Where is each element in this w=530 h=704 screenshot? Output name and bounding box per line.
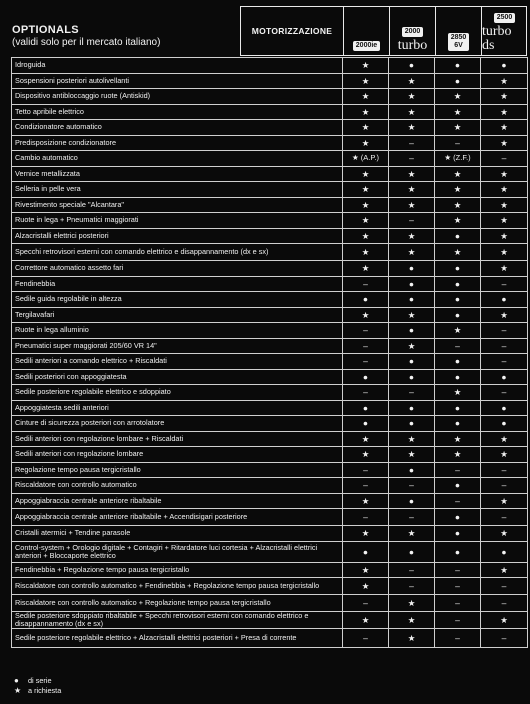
option-label: Ruote in lega alluminio bbox=[12, 323, 343, 339]
table-row bbox=[12, 526, 528, 542]
availability-cell: – bbox=[435, 595, 481, 612]
option-label: Vernice metallizzata bbox=[12, 166, 343, 182]
availability-cell: ★ bbox=[389, 629, 435, 648]
option-label: Sedile posteriore regolabile elettrico + Alzacristalli elettrici posteriori + Presa di corrente bbox=[12, 629, 343, 648]
availability-cell: ★ bbox=[481, 244, 528, 261]
availability-cell: – bbox=[435, 629, 481, 648]
availability-cell: ● bbox=[435, 307, 481, 323]
availability-cell: – bbox=[481, 595, 528, 612]
option-label: Appoggiabraccia centrale anteriore ribaltabile bbox=[12, 493, 343, 509]
availability-cell: ● bbox=[481, 58, 528, 74]
availability-cell: ★ bbox=[481, 182, 528, 198]
option-label: Condizionatore automatico bbox=[12, 120, 343, 136]
availability-cell: – bbox=[435, 338, 481, 354]
availability-cell: ● bbox=[389, 416, 435, 432]
option-label: Riscaldatore con controllo automatico + Regolazione tempo pausa tergicristallo bbox=[12, 595, 343, 612]
legend-text: a richiesta bbox=[28, 686, 62, 695]
availability-cell: ● bbox=[435, 292, 481, 308]
option-label: Specchi retrovisori esterni con comando elettrico e disappannamento (dx e sx) bbox=[12, 244, 343, 261]
option-label: Riscaldatore con controllo automatico + Fendinebbia + Regolazione tempo pausa tergicristallo bbox=[12, 578, 343, 595]
availability-cell: ★ bbox=[481, 431, 528, 447]
table-row bbox=[12, 562, 528, 578]
option-label: Sedile posteriore sdoppiato ribaltabile + Specchi retrovisori esterni con comando elettrico e disappannamento (dx e sx) bbox=[12, 612, 343, 629]
availability-cell: – bbox=[435, 135, 481, 151]
option-label: Cinture di sicurezza posteriori con arrotolatore bbox=[12, 416, 343, 432]
table-row bbox=[12, 261, 528, 277]
table-row bbox=[12, 416, 528, 432]
availability-cell: – bbox=[343, 354, 389, 370]
engine-badge: 2000ie bbox=[353, 41, 380, 51]
option-label: Sedile posteriore regolabile elettrico e sdoppiato bbox=[12, 385, 343, 401]
availability-cell: – bbox=[481, 151, 528, 167]
availability-cell: – bbox=[389, 213, 435, 229]
availability-cell: ★ bbox=[343, 135, 389, 151]
availability-cell: – bbox=[389, 562, 435, 578]
availability-cell: ★ bbox=[343, 447, 389, 463]
availability-cell: – bbox=[389, 509, 435, 526]
availability-cell: ★ bbox=[481, 197, 528, 213]
table-row bbox=[12, 73, 528, 89]
engine-sub: turbo ds bbox=[482, 24, 512, 53]
availability-cell: ● bbox=[343, 292, 389, 308]
availability-cell: – bbox=[481, 478, 528, 494]
availability-cell: ● bbox=[435, 228, 481, 244]
availability-cell: ★ (A.P.) bbox=[343, 151, 389, 167]
engine-sub: turbo bbox=[397, 38, 428, 53]
availability-cell: ★ bbox=[481, 213, 528, 229]
availability-cell: ★ bbox=[435, 431, 481, 447]
engine-col-2000-turbo bbox=[389, 7, 435, 55]
engine-badge: 2500 bbox=[494, 13, 516, 23]
availability-cell: ★ bbox=[435, 104, 481, 120]
availability-cell: ★ bbox=[343, 182, 389, 198]
availability-cell: ★ bbox=[389, 120, 435, 136]
availability-cell: – bbox=[343, 385, 389, 401]
availability-cell: ★ bbox=[389, 447, 435, 463]
table-row bbox=[12, 292, 528, 308]
availability-cell: ★ bbox=[435, 89, 481, 105]
availability-cell: ★ bbox=[343, 261, 389, 277]
table-row bbox=[12, 197, 528, 213]
option-label: Appoggiabraccia centrale anteriore ribaltabile + Accendisigari posteriore bbox=[12, 509, 343, 526]
table-row bbox=[12, 151, 528, 167]
availability-cell: ● bbox=[435, 509, 481, 526]
availability-cell: ★ bbox=[343, 120, 389, 136]
table-row bbox=[12, 244, 528, 261]
table-row bbox=[12, 369, 528, 385]
availability-cell: ★ bbox=[389, 244, 435, 261]
availability-cell: ● bbox=[481, 369, 528, 385]
availability-cell: ★ bbox=[343, 73, 389, 89]
availability-cell: ● bbox=[389, 276, 435, 292]
options-table bbox=[11, 57, 528, 648]
availability-cell: – bbox=[481, 338, 528, 354]
engine-header bbox=[240, 6, 527, 56]
availability-cell: ★ bbox=[389, 431, 435, 447]
availability-cell: ★ bbox=[343, 431, 389, 447]
option-label: Selleria in pelle vera bbox=[12, 182, 343, 198]
table-row bbox=[12, 431, 528, 447]
availability-cell: – bbox=[481, 578, 528, 595]
availability-cell: ★ bbox=[481, 73, 528, 89]
availability-cell: ★ bbox=[435, 213, 481, 229]
availability-cell: – bbox=[343, 323, 389, 339]
availability-cell: ● bbox=[435, 261, 481, 277]
availability-cell: ★ bbox=[435, 120, 481, 136]
availability-cell: ★ bbox=[343, 307, 389, 323]
legend-item bbox=[14, 676, 61, 686]
table-row bbox=[12, 166, 528, 182]
availability-cell: ● bbox=[435, 369, 481, 385]
availability-cell: ★ bbox=[481, 493, 528, 509]
availability-cell: ★ bbox=[481, 104, 528, 120]
availability-cell: – bbox=[481, 354, 528, 370]
availability-cell: ★ bbox=[389, 104, 435, 120]
availability-cell: ● bbox=[481, 541, 528, 562]
availability-cell: ★ bbox=[343, 526, 389, 542]
page-title: OPTIONALS bbox=[12, 24, 79, 36]
availability-cell: ★ bbox=[481, 120, 528, 136]
availability-cell: ★ bbox=[481, 166, 528, 182]
option-label: Regolazione tempo pausa tergicristallo bbox=[12, 462, 343, 478]
table-row bbox=[12, 400, 528, 416]
table-row bbox=[12, 104, 528, 120]
table-row bbox=[12, 354, 528, 370]
availability-cell: ● bbox=[389, 493, 435, 509]
availability-cell: ★ bbox=[389, 197, 435, 213]
option-label: Fendinebbia bbox=[12, 276, 343, 292]
availability-cell: ★ bbox=[481, 307, 528, 323]
legend bbox=[14, 676, 61, 696]
availability-cell: ● bbox=[435, 58, 481, 74]
table-row bbox=[12, 228, 528, 244]
availability-cell: ★ bbox=[389, 228, 435, 244]
table-row bbox=[12, 323, 528, 339]
availability-cell: ★ bbox=[343, 578, 389, 595]
availability-cell: – bbox=[389, 478, 435, 494]
table-row bbox=[12, 58, 528, 74]
table-row bbox=[12, 338, 528, 354]
availability-cell: ★ bbox=[481, 447, 528, 463]
availability-cell: ★ bbox=[435, 166, 481, 182]
availability-cell: ★ bbox=[389, 182, 435, 198]
option-label: Ruote in lega + Pneumatici maggiorati bbox=[12, 213, 343, 229]
table-row bbox=[12, 182, 528, 198]
availability-cell: – bbox=[343, 629, 389, 648]
availability-cell: ● bbox=[481, 416, 528, 432]
availability-cell: ● bbox=[435, 276, 481, 292]
availability-cell: ★ bbox=[435, 385, 481, 401]
availability-cell: – bbox=[343, 509, 389, 526]
availability-cell: – bbox=[343, 276, 389, 292]
option-label: Correttore automatico assetto fari bbox=[12, 261, 343, 277]
availability-cell: – bbox=[481, 462, 528, 478]
star-icon: ★ bbox=[14, 686, 22, 695]
availability-cell: – bbox=[481, 323, 528, 339]
table-row bbox=[12, 509, 528, 526]
engine-col-2500-turbo-ds bbox=[481, 7, 527, 55]
availability-cell: ● bbox=[389, 369, 435, 385]
availability-cell: – bbox=[435, 462, 481, 478]
option-label: Cambio automatico bbox=[12, 151, 343, 167]
availability-cell: – bbox=[481, 509, 528, 526]
table-row bbox=[12, 213, 528, 229]
table-row bbox=[12, 276, 528, 292]
options-table-body bbox=[12, 58, 528, 648]
option-label: Idroguida bbox=[12, 58, 343, 74]
option-label: Predisposizione condizionatore bbox=[12, 135, 343, 151]
availability-cell: ● bbox=[435, 478, 481, 494]
table-row bbox=[12, 447, 528, 463]
availability-cell: ★ bbox=[389, 307, 435, 323]
availability-cell: ★ bbox=[389, 612, 435, 629]
availability-cell: ● bbox=[389, 541, 435, 562]
option-label: Appoggiatesta sedili anteriori bbox=[12, 400, 343, 416]
engine-badge: 2850 6V bbox=[448, 33, 470, 51]
availability-cell: ● bbox=[389, 323, 435, 339]
bullet-icon: ● bbox=[14, 676, 19, 685]
option-label: Alzacristalli elettrici posteriori bbox=[12, 228, 343, 244]
availability-cell: ● bbox=[389, 354, 435, 370]
engine-col-2850 bbox=[435, 7, 481, 55]
availability-cell: ★ bbox=[343, 58, 389, 74]
table-row bbox=[12, 462, 528, 478]
availability-cell: ★ bbox=[481, 526, 528, 542]
availability-cell: ★ bbox=[343, 244, 389, 261]
availability-cell: ★ bbox=[389, 595, 435, 612]
availability-cell: ● bbox=[389, 400, 435, 416]
availability-cell: – bbox=[435, 612, 481, 629]
availability-cell: – bbox=[435, 578, 481, 595]
option-label: Sedili anteriori con regolazione lombare bbox=[12, 447, 343, 463]
availability-cell: ★ bbox=[389, 89, 435, 105]
table-row bbox=[12, 307, 528, 323]
availability-cell: – bbox=[389, 135, 435, 151]
availability-cell: – bbox=[389, 578, 435, 595]
availability-cell: ● bbox=[389, 462, 435, 478]
availability-cell: ★ bbox=[435, 323, 481, 339]
availability-cell: ★ bbox=[435, 197, 481, 213]
availability-cell: – bbox=[481, 276, 528, 292]
table-row bbox=[12, 578, 528, 595]
availability-cell: ★ bbox=[389, 73, 435, 89]
availability-cell: ● bbox=[343, 369, 389, 385]
availability-cell: ★ bbox=[435, 447, 481, 463]
availability-cell: ★ bbox=[343, 104, 389, 120]
availability-cell: – bbox=[481, 629, 528, 648]
legend-text: di serie bbox=[28, 676, 52, 685]
option-label: Sedile guida regolabile in altezza bbox=[12, 292, 343, 308]
availability-cell: – bbox=[389, 151, 435, 167]
availability-cell: ★ bbox=[343, 228, 389, 244]
availability-cell: ★ bbox=[481, 612, 528, 629]
availability-cell: – bbox=[343, 462, 389, 478]
availability-cell: – bbox=[435, 493, 481, 509]
engine-label: MOTORIZZAZIONE bbox=[251, 26, 333, 36]
option-label: Sedili anteriori a comando elettrico + Riscaldati bbox=[12, 354, 343, 370]
availability-cell: ★ bbox=[343, 89, 389, 105]
table-row bbox=[12, 120, 528, 136]
availability-cell: ★ bbox=[481, 135, 528, 151]
availability-cell: ★ bbox=[389, 526, 435, 542]
title-block bbox=[12, 24, 160, 48]
availability-cell: ● bbox=[435, 526, 481, 542]
availability-cell: ● bbox=[435, 354, 481, 370]
availability-cell: ★ bbox=[481, 89, 528, 105]
engine-badge: 2000 bbox=[402, 27, 424, 37]
table-row bbox=[12, 595, 528, 612]
availability-cell: ● bbox=[389, 261, 435, 277]
availability-cell: ★ bbox=[343, 197, 389, 213]
option-label: Tetto apribile elettrico bbox=[12, 104, 343, 120]
availability-cell: ● bbox=[481, 292, 528, 308]
table-row bbox=[12, 478, 528, 494]
page-subtitle: (validi solo per il mercato italiano) bbox=[12, 37, 161, 48]
option-label: Sedili anteriori con regolazione lombare + Riscaldati bbox=[12, 431, 343, 447]
option-label: Riscaldatore con controllo automatico bbox=[12, 478, 343, 494]
option-label: Tergilavafari bbox=[12, 307, 343, 323]
option-label: Sospensioni posteriori autolivellanti bbox=[12, 73, 343, 89]
availability-cell: ● bbox=[389, 292, 435, 308]
availability-cell: ● bbox=[435, 541, 481, 562]
option-label: Dispositivo antibloccaggio ruote (Antiskid) bbox=[12, 89, 343, 105]
table-row bbox=[12, 541, 528, 562]
availability-cell: ● bbox=[435, 400, 481, 416]
page-header bbox=[0, 0, 530, 58]
availability-cell: – bbox=[481, 385, 528, 401]
table-row bbox=[12, 385, 528, 401]
availability-cell: ★ (Z.F.) bbox=[435, 151, 481, 167]
option-label: Control-system + Orologio digitale + Contagiri + Ritardatore luci cortesia + Alzacristalli elettrici anteriori + Bloccaporte elettrico bbox=[12, 541, 343, 562]
availability-cell: ● bbox=[389, 58, 435, 74]
availability-cell: ● bbox=[343, 541, 389, 562]
availability-cell: ★ bbox=[343, 213, 389, 229]
availability-cell: ● bbox=[435, 416, 481, 432]
availability-cell: – bbox=[435, 562, 481, 578]
legend-item bbox=[14, 686, 61, 696]
engine-col-2000ie bbox=[343, 7, 389, 55]
availability-cell: ★ bbox=[481, 562, 528, 578]
option-label: Cristalli atermici + Tendine parasole bbox=[12, 526, 343, 542]
availability-cell: ★ bbox=[343, 562, 389, 578]
option-label: Pneumatici super maggiorati 205/60 VR 14" bbox=[12, 338, 343, 354]
availability-cell: ★ bbox=[343, 166, 389, 182]
option-label: Rivestimento speciale "Alcantara" bbox=[12, 197, 343, 213]
availability-cell: ● bbox=[343, 400, 389, 416]
availability-cell: ★ bbox=[343, 612, 389, 629]
availability-cell: ● bbox=[481, 400, 528, 416]
availability-cell: ★ bbox=[481, 228, 528, 244]
option-label: Sedili posteriori con appoggiatesta bbox=[12, 369, 343, 385]
table-row bbox=[12, 135, 528, 151]
availability-cell: – bbox=[343, 595, 389, 612]
table-row bbox=[12, 629, 528, 648]
availability-cell: – bbox=[389, 385, 435, 401]
availability-cell: – bbox=[343, 478, 389, 494]
availability-cell: ● bbox=[343, 416, 389, 432]
option-label: Fendinebbia + Regolazione tempo pausa tergicristallo bbox=[12, 562, 343, 578]
availability-cell: ★ bbox=[435, 244, 481, 261]
table-row bbox=[12, 612, 528, 629]
table-row bbox=[12, 89, 528, 105]
availability-cell: – bbox=[343, 338, 389, 354]
table-row bbox=[12, 493, 528, 509]
availability-cell: ★ bbox=[481, 261, 528, 277]
availability-cell: ★ bbox=[435, 182, 481, 198]
availability-cell: ● bbox=[435, 73, 481, 89]
availability-cell: ★ bbox=[389, 166, 435, 182]
availability-cell: ★ bbox=[389, 338, 435, 354]
availability-cell: ★ bbox=[343, 493, 389, 509]
